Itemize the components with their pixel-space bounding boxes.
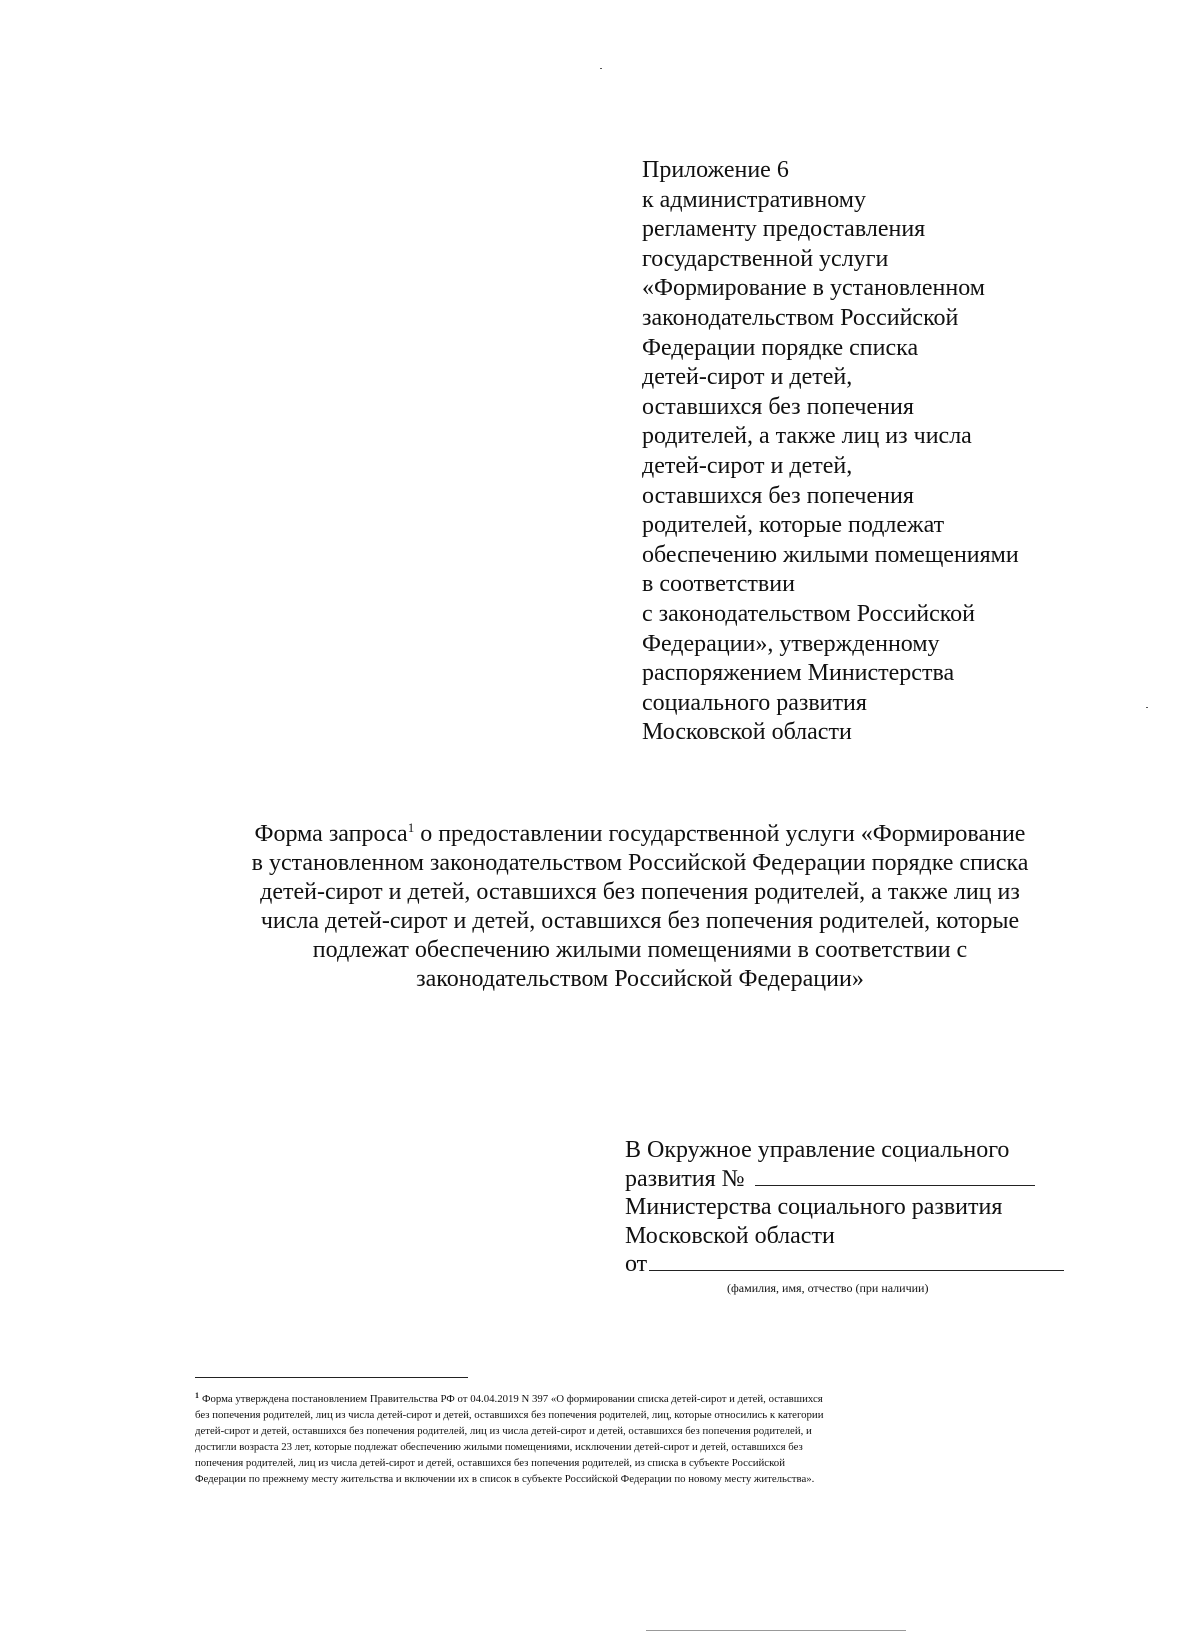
form-title-start: Форма запроса	[254, 821, 408, 847]
form-title-line: в установленном законодательством Российской Федерации порядке списка	[251, 850, 1029, 876]
applicant-row	[625, 1250, 1095, 1279]
footnote-line: детей-сирот и детей, оставшихся без попечения родителей, лиц из числа детей-сирот и детей, оставшихся без попечения родителей, и	[195, 1425, 812, 1437]
scan-speck	[646, 1630, 906, 1631]
footnote	[195, 1391, 1082, 1487]
appendix-line: обеспечению жилыми помещениями	[642, 541, 1019, 568]
footnote-line: достигли возраста 23 лет, которые подлежат обеспечению жилыми помещениями, исключении детей-сирот и детей, оставшихся без	[195, 1441, 803, 1453]
addressee-number-label: развития №	[625, 1165, 745, 1192]
appendix-line: детей-сирот и детей,	[642, 364, 853, 391]
appendix-line: Федерации порядке списка	[642, 334, 919, 361]
footnote-separator	[195, 1377, 468, 1378]
addressee-line: Московской области	[625, 1222, 835, 1249]
appendix-line: родителей, которые подлежат	[642, 512, 945, 539]
footnote-line	[195, 1391, 1082, 1407]
appendix-line: Московской области	[642, 719, 852, 746]
scan-speck	[600, 68, 602, 69]
footnote-marker: 1	[195, 1391, 199, 1400]
appendix-line: «Формирование в установленном	[642, 275, 985, 302]
appendix-line: Федерации», утвержденному	[642, 630, 940, 657]
appendix-line: законодательством Российской	[642, 304, 959, 331]
addressee-block	[625, 1136, 1095, 1295]
department-number-field[interactable]	[755, 1165, 1035, 1186]
footnote-line: попечения родителей, лиц из числа детей-сирот и детей, оставшихся без попечения родителей, из списка в субъекте Российской	[195, 1457, 785, 1469]
form-title-line: подлежат обеспечению жилыми помещениями в соответствии с	[312, 937, 968, 963]
footnote-text: Форма утверждена постановлением Правительства РФ от 04.04.2019 N 397 «О формировании списка детей-сирот и детей, оставшихся	[202, 1393, 823, 1405]
appendix-line: с законодательством Российской	[642, 600, 975, 627]
appendix-line: распоряжением Министерства	[642, 660, 955, 687]
appendix-line: в соответствии	[642, 571, 795, 598]
form-title	[180, 820, 1100, 994]
scan-speck	[1146, 707, 1148, 708]
appendix-line: регламенту предоставления	[642, 216, 926, 243]
appendix-line: социального развития	[642, 689, 867, 716]
addressee-line: Министерства социального развития	[625, 1194, 1003, 1220]
form-title-line	[180, 820, 1100, 849]
appendix-line: Приложение 6	[642, 157, 789, 183]
appendix-header	[642, 156, 1102, 748]
footnote-reference: 1	[407, 820, 415, 835]
from-label: от	[625, 1251, 648, 1277]
form-title-rest: о предоставлении государственной услуги «Формирование	[414, 821, 1026, 847]
appendix-line: детей-сирот и детей,	[642, 452, 853, 479]
form-title-line: законодательством Российской Федерации»	[416, 966, 864, 992]
appendix-line: оставшихся без попечения	[642, 393, 914, 420]
appendix-line: родителей, а также лиц из числа	[642, 423, 972, 450]
addressee-number-row	[625, 1165, 1095, 1194]
form-title-line: числа детей-сирот и детей, оставшихся без попечения родителей, которые	[260, 908, 1020, 934]
applicant-name-caption: (фамилия, имя, отчество (при наличии)	[727, 1280, 929, 1295]
appendix-line: оставшихся без попечения	[642, 482, 914, 509]
applicant-name-field[interactable]	[649, 1250, 1064, 1271]
addressee-line: В Окружное управление социального	[625, 1137, 1010, 1163]
footnote-line: без попечения родителей, лиц из числа детей-сирот и детей, оставшихся без попечения родителей, лиц, которые относились к категории	[195, 1409, 824, 1421]
appendix-line: к административному	[642, 186, 866, 213]
form-title-line: детей-сирот и детей, оставшихся без попечения родителей, а также лиц из	[260, 879, 1020, 905]
appendix-line: государственной услуги	[642, 245, 889, 272]
footnote-line: Федерации по прежнему месту жительства и включении их в список в субъекте Российской Федерации по новому месту жительства».	[195, 1473, 815, 1485]
